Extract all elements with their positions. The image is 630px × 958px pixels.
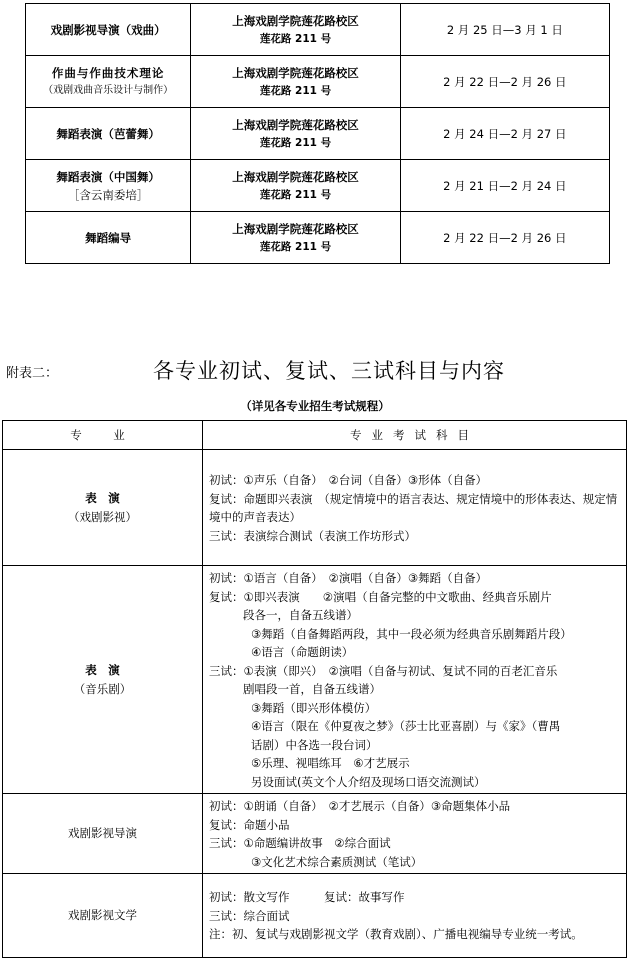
subject-line: ⑤乐理、视唱练耳 ⑥才艺展示 [251,756,410,770]
exam-date: 2 月 25 日—3 月 1 日 [446,22,563,37]
exam-schedule-table [25,3,610,264]
table-row [3,874,627,958]
subject-line: 三试：①表演（即兴） ②演唱（自备与初试、复试不同的百老汇音乐 [209,663,558,678]
subjects-cell [203,794,627,874]
header-subjects: 专业考试科目 [203,421,627,450]
appendix-title: 各专业初试、复试、三试科目与内容 [153,359,505,383]
major-cell [26,108,191,160]
subjects-cell [203,874,627,958]
subjects-cell [203,450,627,566]
major-name: 舞蹈表演（芭蕾舞） [56,126,160,141]
date-cell [400,108,609,160]
location-cell [191,160,400,212]
appendix-subtitle: （详见各专业招生考试规程） [240,399,390,413]
table-row [3,450,627,566]
major-cell [26,56,191,108]
major-name: 作曲与作曲技术理论 [51,65,165,80]
major-name: 舞蹈编导 [85,230,132,245]
subject-line: ③舞蹈（即兴形体模仿） [251,700,377,715]
major-name: 戏剧影视文学 [68,908,137,923]
appendix-label: 附表二： [6,366,59,381]
subject-line: 复试：①即兴表演 ②演唱（自备完整的中文歌曲、经典音乐剧片 [209,589,552,604]
subject-line: ③文化艺术综合素质测试（笔试） [251,854,423,869]
location-cell [191,56,400,108]
subject-line: ④语言（限在《仲夏夜之梦》（莎士比亚喜剧）与《家》（曹禺 [251,719,561,733]
subject-line: 注：初、复试与戏剧影视文学（教育戏剧）、广播电视编导专业统一考试。 [209,927,583,942]
table-row [3,794,627,874]
subject-line: 初试：散文写作 复试：故事写作 [209,890,405,905]
major-name: 表 演 [85,663,120,677]
subject-line: 三试：①命题编讲故事 ②综合面试 [209,836,391,850]
subject-line: 话剧）中各选一段台词） [251,737,378,752]
exam-date: 2 月 24 日—2 月 27 日 [443,126,567,141]
location-name: 上海戏剧学院莲花路校区 [232,13,359,28]
date-cell [400,4,609,56]
table-row [26,4,610,56]
date-cell [400,160,609,212]
location-address: 莲花路 211 号 [259,188,332,201]
location-cell [191,4,400,56]
major-name: 舞蹈表演（中国舞） [56,169,160,184]
major-cell [26,160,191,212]
subject-line: 另设面试(英文个人介绍及现场口语交流测试） [251,774,486,789]
subject-line: 初试：①朗诵（自备） ②才艺展示（自备）③命题集体小品 [209,799,511,813]
location-address: 莲花路 211 号 [259,240,332,253]
subject-line: ③舞蹈（自备舞蹈两段，其中一段必须为经典音乐剧舞蹈片段） [251,626,572,641]
major-cell [3,874,203,958]
subject-line: 复试：命题小品 [209,817,290,832]
table-header-row [3,421,627,450]
location-cell [191,212,400,264]
exam-date: 2 月 21 日—2 月 24 日 [443,178,567,193]
location-address: 莲花路 211 号 [259,84,332,97]
major-cell [26,212,191,264]
major-cell [3,566,203,794]
subject-line: 三试：综合面试 [209,908,290,923]
exam-date: 2 月 22 日—2 月 26 日 [443,230,567,245]
date-cell [400,56,609,108]
major-name: 戏剧影视导演 [68,826,137,841]
subject-line: 复试：命题即兴表演 （规定情境中的语言表达、规定情境中的形体表达、规定情境中的声音表达） [209,491,618,524]
table-row [26,108,610,160]
location-cell [191,108,400,160]
major-subtitle: （戏剧戏曲音乐设计与制作） [43,84,174,96]
subject-line: 初试：①声乐（自备） ②台词（自备）③形体（自备） [209,473,488,487]
subjects-cell [203,566,627,794]
major-cell [3,794,203,874]
table-row [3,566,627,794]
major-subtitle: ［含云南委培］ [67,187,149,202]
location-address: 莲花路 211 号 [259,136,332,149]
subject-line: 三试：表演综合测试（表演工作坊形式） [209,528,416,543]
table-row [26,212,610,264]
location-name: 上海戏剧学院莲花路校区 [232,65,359,80]
header-major: 专 业 [3,421,203,450]
exam-subjects-table [2,420,627,958]
subject-line: ④语言（命题朗读） [251,645,354,659]
exam-date: 2 月 22 日—2 月 26 日 [443,74,567,89]
major-name: 戏剧影视导演（戏曲） [50,22,166,37]
major-cell [3,450,203,566]
major-subtitle: （音乐剧） [73,681,132,696]
location-name: 上海戏剧学院莲花路校区 [232,117,359,132]
table-row [26,56,610,108]
table-row [26,160,610,212]
location-address: 莲花路 211 号 [259,32,332,45]
major-subtitle: （戏剧影视） [68,509,137,524]
subject-line: 初试：①语言（自备） ②演唱（自备）③舞蹈（自备） [209,571,488,585]
subject-line: 段各一，自备五线谱） [243,608,358,622]
major-cell [26,4,191,56]
date-cell [400,212,609,264]
location-name: 上海戏剧学院莲花路校区 [232,169,359,184]
subject-line: 剧唱段一首，自备五线谱） [243,682,381,696]
major-name: 表 演 [85,491,120,505]
location-name: 上海戏剧学院莲花路校区 [232,221,359,236]
